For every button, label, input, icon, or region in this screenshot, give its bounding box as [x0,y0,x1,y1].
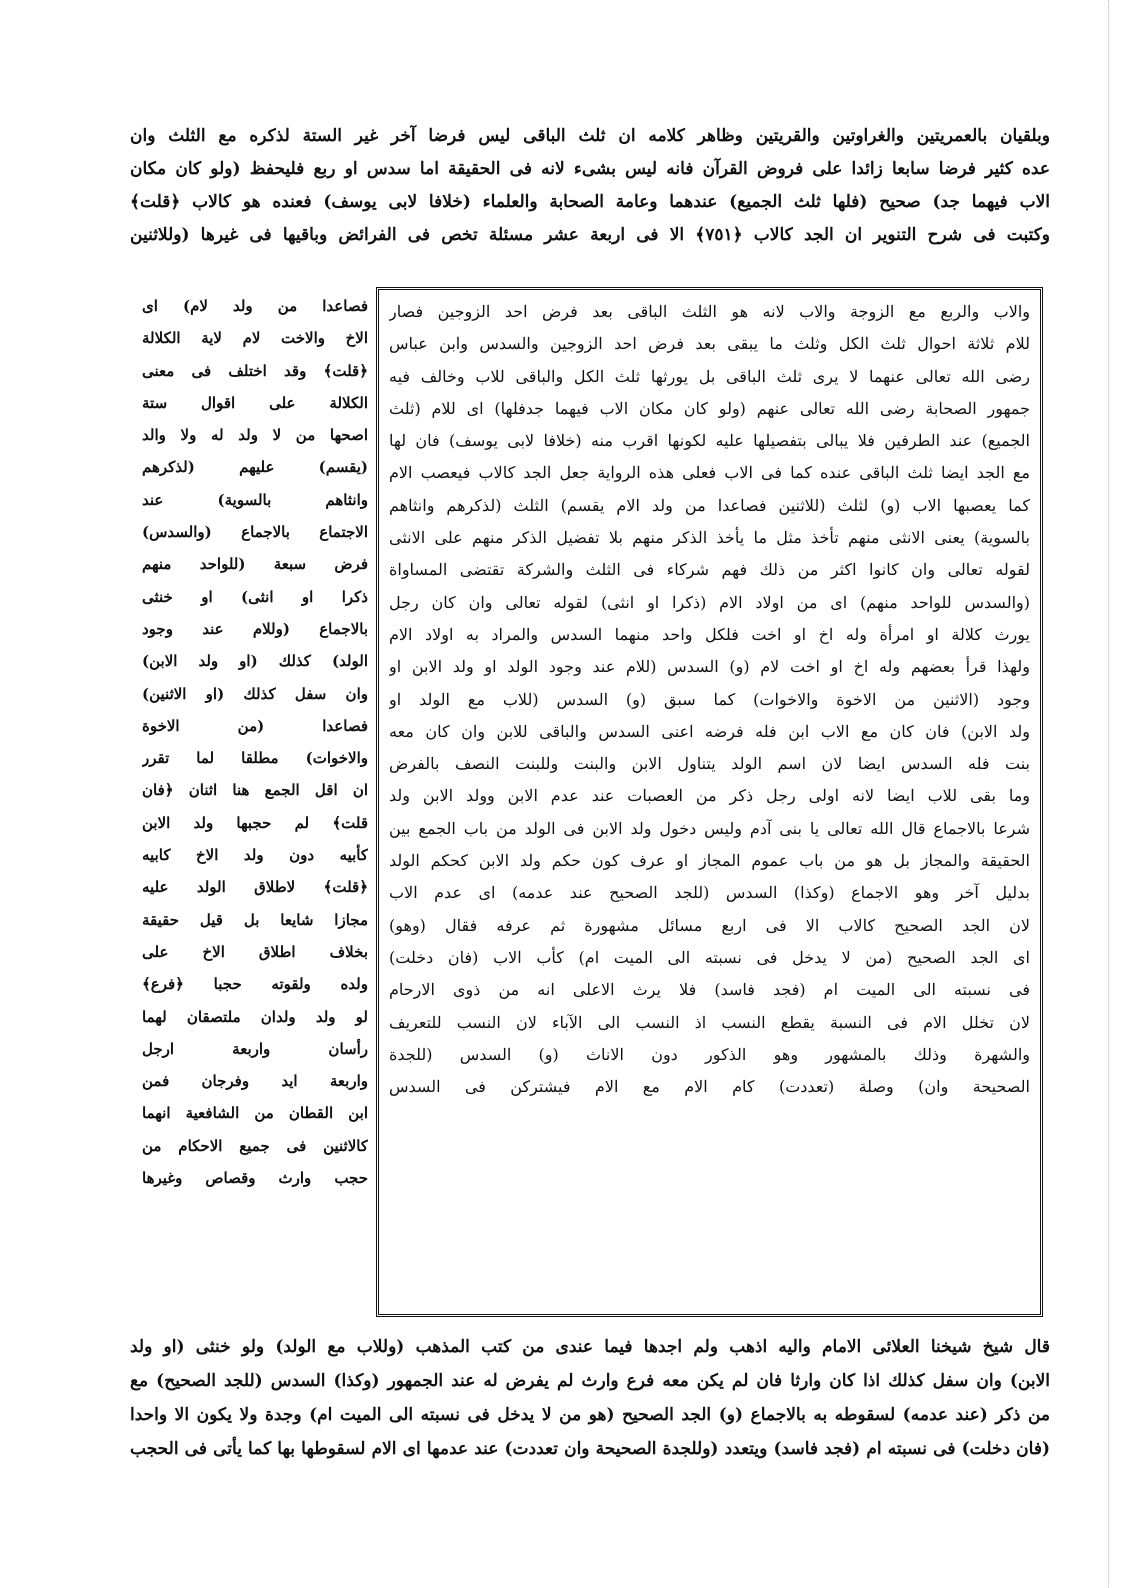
margin-line: مجازا شايعا بل قيل حقيقة [142,910,368,929]
box-line: لقوله تعالى وان كانوا اكثر من ذلك فهم شركاء فى الثلث والشركة تقتضى المساواة [389,560,1030,580]
box-line: والشهرة وذلك بالمشهور وهو الذكور دون الاناث (و) السدس (للجدة [389,1044,1030,1064]
box-line: لان تخلل الام فى النسبة يقطع النسب اذ النسب الى الآباء لان النسب للتعريف [389,1012,1030,1032]
box-line: بالسوية) يعنى الانثى منهم تأخذ مثل ما يأخذ الذكر منهم بلا تفضيل الذكر منهم على الانثى [389,528,1030,548]
margin-line: (يقسم) عليهم (لذكرهم [142,458,368,477]
top-line: وكتبت فى شرح التنوير ان الجد كالاب ﴿٧٥١﴾ الا فى اربعة عشر مسئلة تخص فى الفرائض وباقيها فى غيرها (وللاثنين [130,225,1050,245]
box-line: يورث كلالة او امرأة وله اخ او اخت فلكل واحد منهما السدس والمراد به اولاد الام [389,624,1030,644]
margin-line: اصحها من لا ولد له ولا والد [142,426,368,445]
margin-line: ﴿قلت﴾ لاطلاق الولد عليه [142,878,368,897]
bottom-text-block [130,1330,1050,1466]
margin-column [142,290,368,1194]
margin-line: ﴿قلت﴾ وقد اختلف فى معنى [142,361,368,380]
top-line: الاب فيهما جد) صحيح (فلها ثلث الجميع) عندهما وعامة الصحابة والعلماء (خلافا لابى يوسف) فعنده هو كالاب ﴿قلت﴾ [130,192,1050,212]
margin-line: وانثاهم بالسوية) عند [142,490,368,509]
margin-line: لو ولد ولدان ملتصقان لهما [142,1007,368,1026]
margin-line: رأسان واربعة ارجل [142,1039,368,1058]
box-line: وجود (الاثنين من الاخوة والاخوات) كما سبق (و) السدس (للاب مع الولد او [389,689,1030,709]
margin-line: فصاعدا (من الاخوة [142,716,368,735]
box-line: جمهور الصحابة رضى الله تعالى عنهم (ولو كان مكان الاب فيهما جدفلها) اى للام (ثلث [389,398,1030,418]
box-line: لان الجد الصحيح كالاب الا فى اربع مسائل مشهورة ثم عرفه فقال (وهو) [389,915,1030,935]
box-line: (والسدس للواحد منهم) اى من اولاد الام (ذكرا او انثى) لقوله تعالى وان كان رجل [389,592,1030,612]
scan-edge-dots [1108,0,1119,1588]
box-line: ولد الابن) فان كان مع الاب ابن فله فرضه اعنى السدس والباقى للابن وان كان معه [389,721,1030,741]
margin-line: والاخوات) مطلقا لما تقرر [142,749,368,768]
box-line: الجميع) عند الطرفين فلا يبالى بتفصيلها عليه لكونها اقرب منه (خلافا لابى يوسف) فان لها [389,431,1030,451]
box-line: اى الجد الصحيح (من لا يدخل فى نسبته الى الميت ام) كأب الاب (فان دخلت) [389,947,1030,967]
margin-line: الاجتماع بالاجماع (والسدس) [142,523,368,542]
box-line: شرعا بالاجماع قال الله تعالى يا بنى آدم وليس دخول ولد الابن فى الولد من باب الجمع بين [389,818,1030,838]
margin-line: الاخ والاخت لام لاية الكلالة [142,329,368,348]
margin-line: ذكرا او انثى) او خنثى [142,587,368,606]
box-line: والاب والربع مع الزوجة والاب لانه هو الثلث الباقى بعد فرض احد الزوجين فصار [389,302,1030,321]
top-line: وبلقيان بالعمريتين والغراوتين والقريتين وظاهر كلامه ان ثلث الباقى ليس فرضا آخر غير الستة لذكره مع الثلث وان [130,126,1050,146]
margin-line: الولد) كذلك (او ولد الابن) [142,652,368,671]
margin-line: الكلالة على اقوال ستة [142,393,368,412]
boxed-commentary [376,287,1043,1317]
top-line: عده كثير فرضا سابعا زائدا على فروض القرآن فانه ليس بشىء لانه فى الحقيقة اما سدس او ربع فليحفظ (ولو كان مكان [130,159,1050,179]
box-line: ولهذا قرأ بعضهم وله اخ او اخت لام (و) السدس (للام عند وجود الولد او ولد الابن او [389,657,1030,677]
margin-line: قلت﴾ لم حجبها ولد الابن [142,813,368,832]
margin-line: فصاعدا من ولد لام) اى [142,297,368,315]
box-line: فى نسبته الى الميت ام (فجد فاسد) فلا يرث الاعلى انه من ذوى الارحام [389,980,1030,1000]
margin-line: وان سفل كذلك (او الاثنين) [142,684,368,703]
box-line: رضى الله تعالى عنهما لا يرى ثلث الباقى بل يورثها ثلث الكل والباقى للاب وخالف فيه [389,366,1030,386]
margin-line: ولده ولقوته حجبا ﴿فرع﴾ [142,975,368,994]
margin-line: كالاثنين فى جميع الاحكام من [142,1136,368,1155]
margin-line: فرض سبعة (للواحد منهم [142,555,368,574]
box-line: مع الجد ايضا ثلث الباقى عنده كما فى الاب فعلى هذه الرواية جعل الجد كالاب فيعصب الام [389,463,1030,483]
box-line: بدليل آخر وهو الاجماع (وكذا) السدس (للجد الصحيح عند عدمه) اى عدم الاب [389,883,1030,903]
margin-line: حجب وارث وقصاص وغيرها [142,1169,368,1188]
bottom-line: الابن) وان سفل كذلك اذا كان وارثا فان لم يكن معه فرع وارث لم يفرض له عند الجمهور (وكذا) السدس (للجد الصحيح) مع [130,1371,1050,1391]
box-line: بنت فله السدس ايضا لان اسم الولد يتناول الابن والبنت وللبنت النصف بالفرض [389,754,1030,774]
margin-line: بالاجماع (وللام عند وجود [142,619,368,638]
box-line: كما يعصبها الاب (و) لثلث (للاثنين فصاعدا من ولد الام يقسم) الثلث (لذكرهم وانثاهم [389,495,1030,515]
margin-line: ان اقل الجمع هنا اثنان ﴿فان [142,781,368,800]
box-line: الصحيحة وان) وصلة (تعددت) كام الام مع الام فيشتركن فى السدس [389,1077,1030,1097]
bottom-line: من ذكر (عند عدمه) لسقوطه به بالاجماع (و) الجد الصحيح (هو من لا يدخل فى نسبته الى الميت ام) وجدة ولا يكون الا واحدا [130,1405,1050,1425]
box-line: وما بقى للاب ايضا لانه اولى رجل ذكر من العصبات عند عدم الابن وولد الابن ولد [389,786,1030,806]
margin-line: واربعة ايد وفرجان فمن [142,1072,368,1091]
bottom-line: قال شيخ شيخنا العلائى الامام واليه اذهب ولم اجدها فيما عندى من كتب المذهب (وللاب مع الولد) ولو خنثى (او ولد [130,1337,1050,1357]
margin-line: ابن القطان من الشافعية انهما [142,1104,368,1123]
box-line: الحقيقة والمجاز بل هو من باب عموم المجاز او عرف كون حكم ولد الابن كحكم الولد [389,851,1030,871]
box-line: للام ثلاثة احوال ثلث الكل وثلث ما يبقى بعد فرض احد الزوجين والسدس وابن عباس [389,334,1030,354]
top-text-block [130,120,1050,252]
bottom-line: (فان دخلت) فى نسبته ام (فجد فاسد) ويتعدد (وللجدة الصحيحة وان تعددت) عند عدمها اى الام لسقوطها بها كما يأتى فى الحجب [130,1439,1050,1459]
margin-line: كأبيه دون ولد الاخ كابيه [142,846,368,865]
margin-line: بخلاف اطلاق الاخ على [142,942,368,961]
